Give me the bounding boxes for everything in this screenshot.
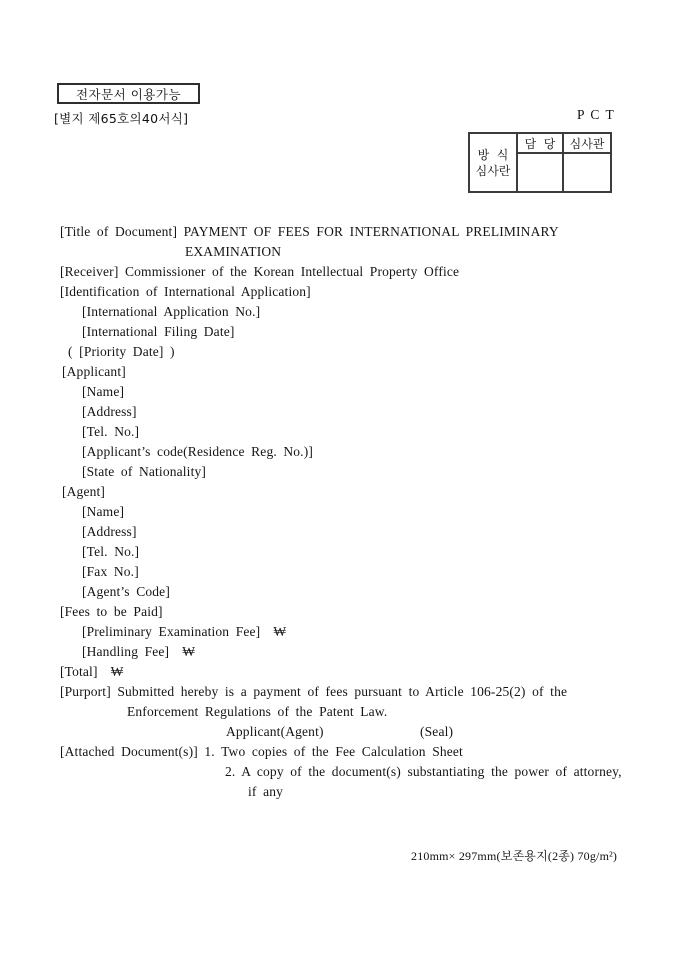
form-line: [Preliminary Examination Fee] ₩ xyxy=(82,624,287,639)
form-line: [Fees to be Paid] xyxy=(60,604,163,619)
form-line: 2. A copy of the document(s) substantiating the power of attorney, xyxy=(225,764,622,779)
form-line: if any xyxy=(248,784,284,799)
formality-check-row-label xyxy=(470,134,518,191)
electronic-document-badge-label: 전자문서 이용가능 xyxy=(75,86,182,102)
form-line: [Attached Document(s)] 1. Two copies of the Fee Calculation Sheet xyxy=(60,744,463,759)
form-line: [Fax No.] xyxy=(82,564,139,579)
electronic-document-badge xyxy=(57,83,200,104)
column-header-staff: 담 당 xyxy=(524,136,556,151)
formality-check-table xyxy=(468,132,612,193)
formality-check-row-label-line2: 심사란 xyxy=(475,163,511,178)
form-line: [International Filing Date] xyxy=(82,324,235,339)
formality-check-header-row xyxy=(518,134,610,154)
form-line: Applicant(Agent) (Seal) xyxy=(226,722,324,742)
form-line: [Applicant’s code(Residence Reg. No.)] xyxy=(82,444,314,459)
form-line: [Applicant] xyxy=(62,364,126,379)
formality-check-body-row xyxy=(518,154,610,191)
form-line: [Agent’s Code] xyxy=(82,584,170,599)
pct-label: P C T xyxy=(577,107,616,122)
form-number-label: [별지 제65호의40서식] xyxy=(54,111,189,126)
form-line: [Handling Fee] ₩ xyxy=(82,644,196,659)
form-line: [Name] xyxy=(82,384,125,399)
formality-check-row-label-line1: 방 식 xyxy=(477,147,509,162)
form-line: [Receiver] Commissioner of the Korean Intellectual Property Office xyxy=(60,264,460,279)
stamp-cell-examiner xyxy=(562,154,610,191)
form-line: [Address] xyxy=(82,404,137,419)
form-line: [Name] xyxy=(82,504,125,519)
form-line: [Tel. No.] xyxy=(82,424,140,439)
form-line: [International Application No.] xyxy=(82,304,261,319)
form-line: Enforcement Regulations of the Patent Law. xyxy=(127,704,388,719)
stamp-cell-staff xyxy=(518,154,562,191)
seal-label: (Seal) xyxy=(420,724,454,739)
formality-check-columns xyxy=(518,134,610,191)
form-line: [State of Nationality] xyxy=(82,464,207,479)
paper-spec-label: 210mm× 297mm(보존용지(2종) 70g/m²) xyxy=(411,849,618,863)
column-header-examiner: 심사관 xyxy=(562,134,610,152)
form-line: EXAMINATION xyxy=(185,244,282,259)
form-line: [Total] ₩ xyxy=(60,664,124,679)
form-line: [Tel. No.] xyxy=(82,544,140,559)
form-line: [Title of Document] PAYMENT OF FEES FOR INTERNATIONAL PRELIMINARY xyxy=(60,224,559,239)
form-line: ( [Priority Date] ) xyxy=(68,344,175,359)
form-line: [Identification of International Application] xyxy=(60,284,311,299)
form-line: [Address] xyxy=(82,524,137,539)
form-line: [Agent] xyxy=(62,484,106,499)
form-line: [Purport] Submitted hereby is a payment of fees pursuant to Article 106-25(2) of the xyxy=(60,684,568,699)
